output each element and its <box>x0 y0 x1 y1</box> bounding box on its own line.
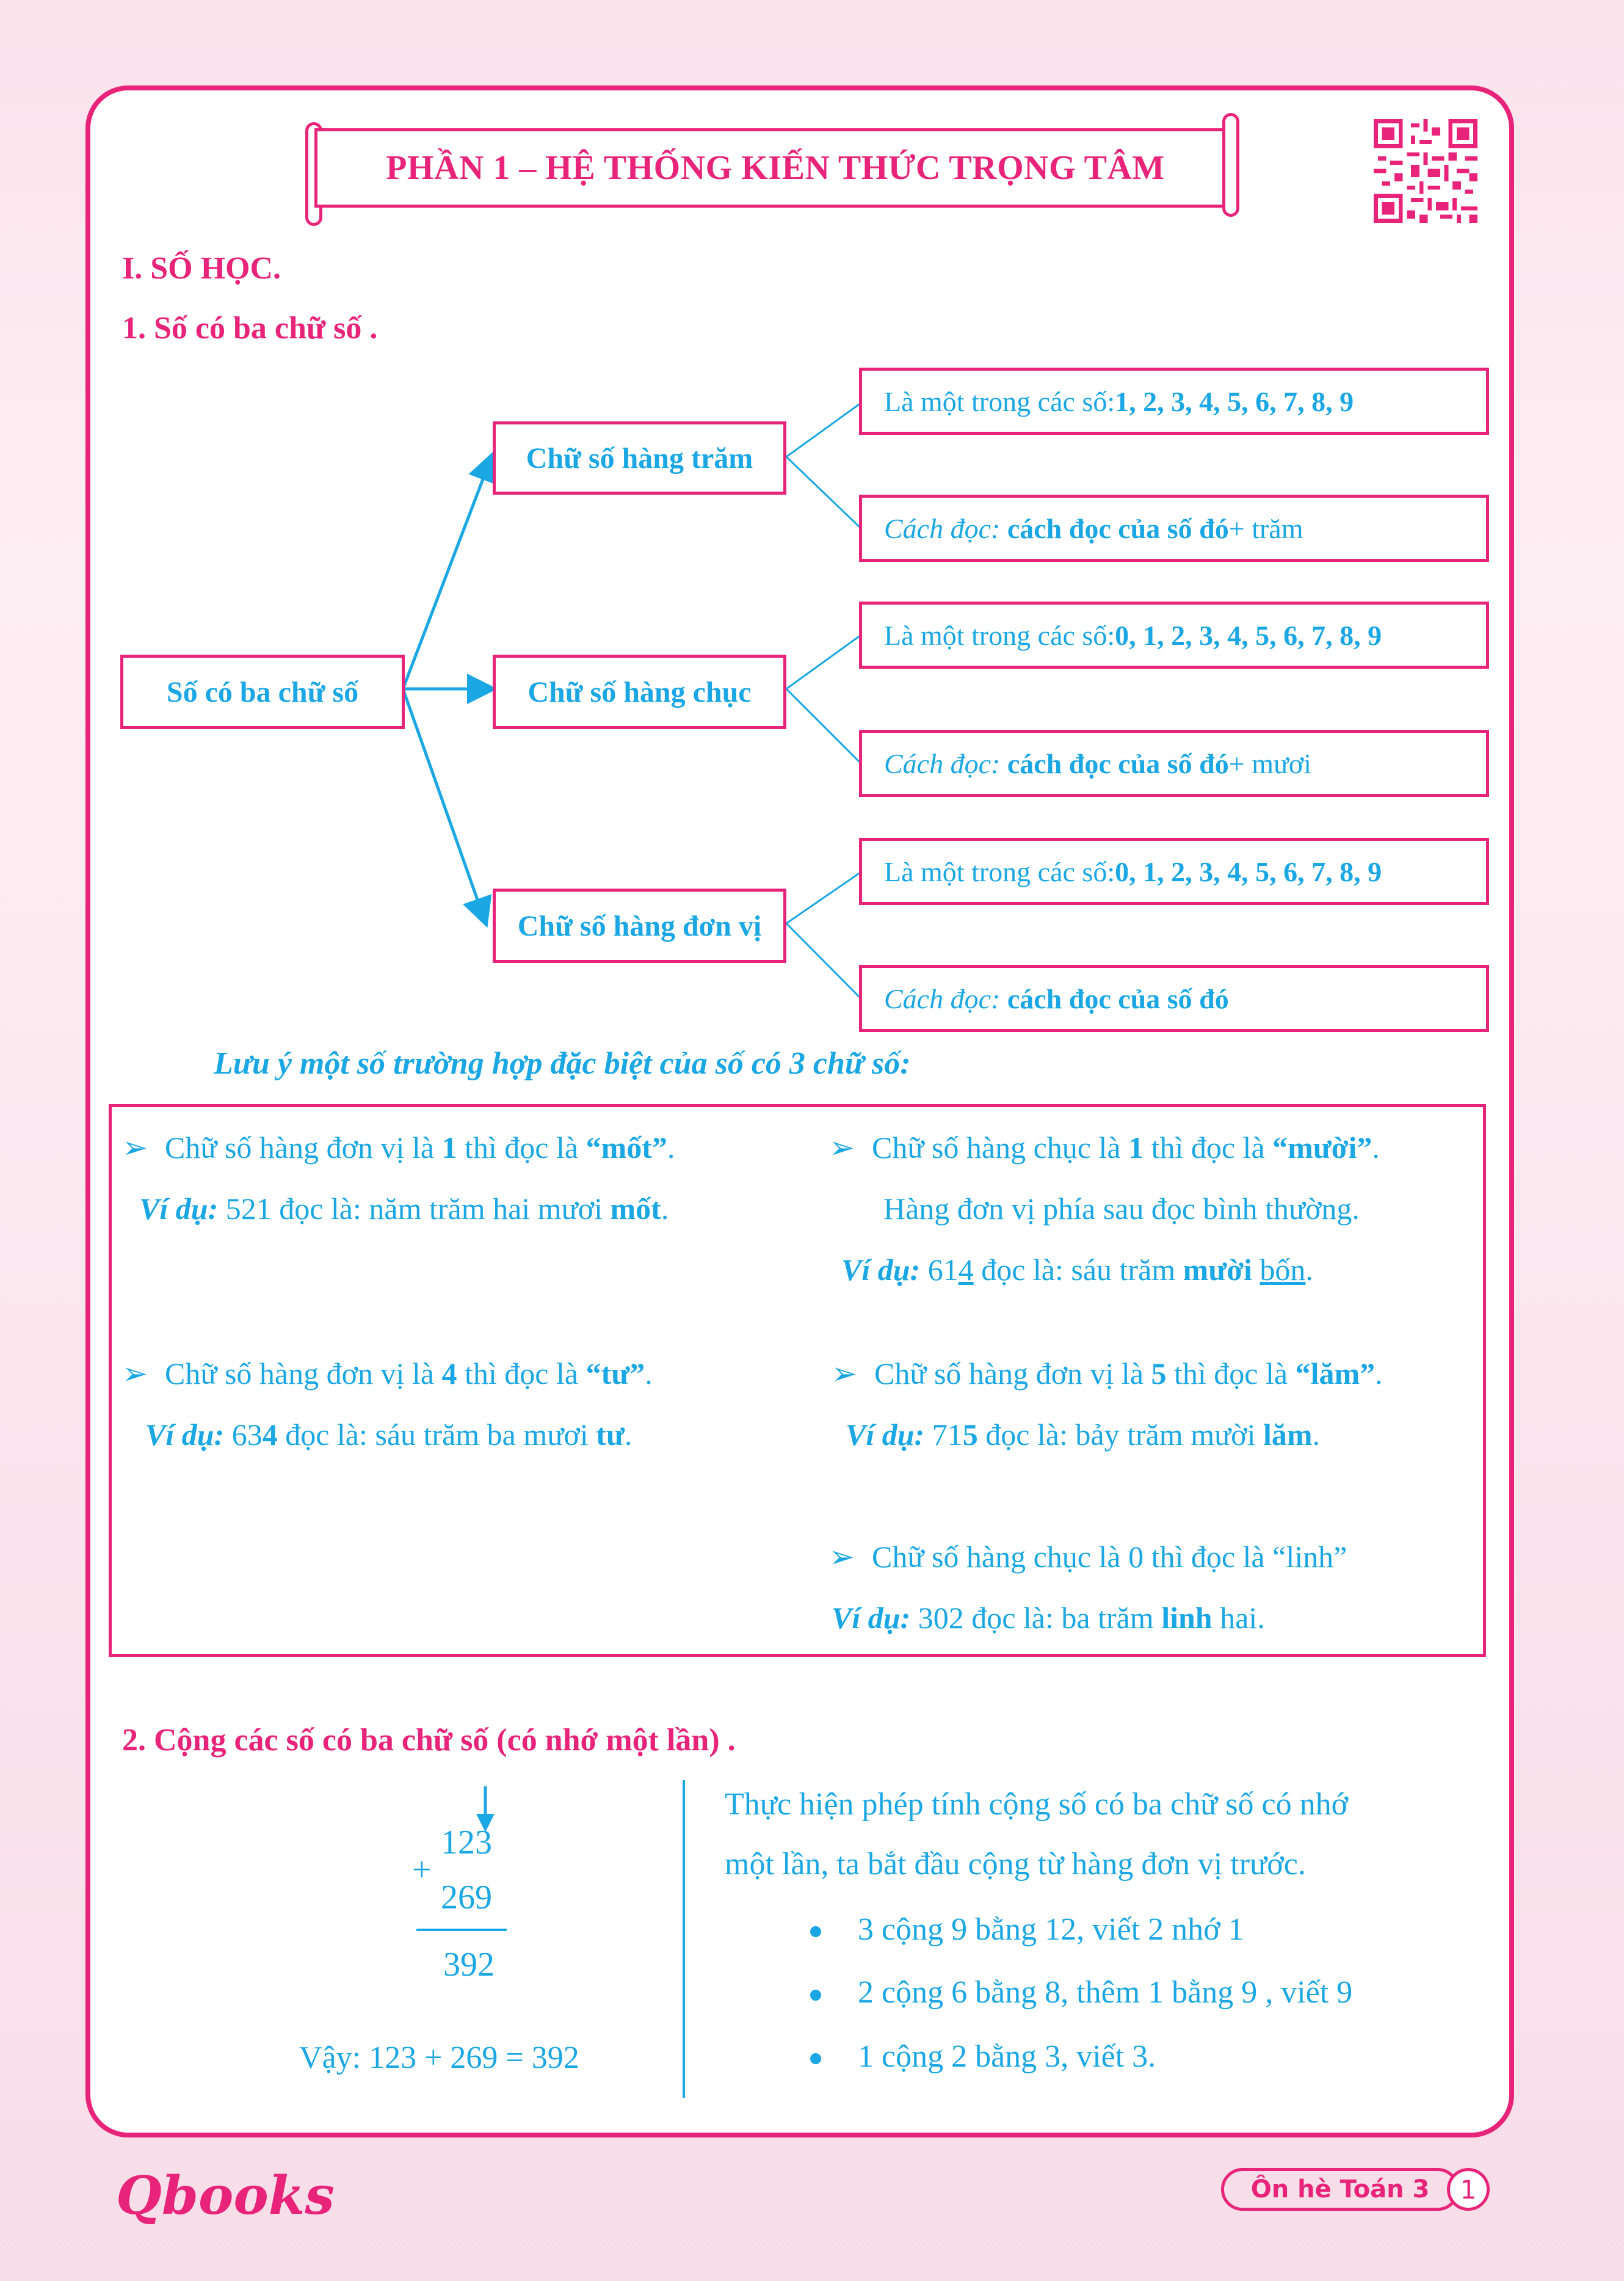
case-text: Chữ số hàng đơn vị là <box>874 1356 1151 1391</box>
example-text: đọc là: sáu trăm ba mươi <box>277 1417 596 1452</box>
step-2: 2 cộng 6 bằng 8, thêm 1 bằng 9 , viết 9 <box>858 1975 1353 2010</box>
plus-sign: + <box>412 1851 432 1889</box>
case-tens-1-line2: Hàng đơn vị phía sau đọc bình thường. <box>883 1191 1360 1226</box>
info-prefix: Cách đọc: <box>884 983 1001 1014</box>
example-space <box>1252 1253 1260 1287</box>
arrow-bullet-icon: ➢ <box>122 1130 148 1165</box>
example-bold: mười <box>1183 1253 1252 1287</box>
info-suffix: + trăm <box>1228 512 1303 544</box>
info-value: cách đọc của số đó <box>1007 512 1229 544</box>
case-text: Chữ số hàng đơn vị là <box>165 1356 442 1391</box>
example-bold: mốt <box>610 1191 661 1226</box>
info-value: 0, 1, 2, 3, 4, 5, 6, 7, 8, 9 <box>1115 856 1382 887</box>
case-units-5 <box>832 1356 1383 1391</box>
section-title: I. SỐ HỌC. <box>122 251 281 286</box>
case-reading: “lăm” <box>1295 1356 1376 1391</box>
note-title: Lưu ý một số trường hợp đặc biệt của số có 3 chữ số: <box>214 1046 911 1081</box>
sum-line <box>416 1929 507 1931</box>
example-tens-1 <box>841 1252 1313 1287</box>
example-units-1 <box>139 1191 669 1226</box>
addend-2: 269 <box>441 1879 492 1916</box>
example-text: hai. <box>1212 1601 1265 1635</box>
example-bold: 4 <box>262 1417 278 1452</box>
example-underlined-word: bốn <box>1260 1253 1306 1287</box>
banner-title: PHẦN 1 – HỆ THỐNG KIẾN THỨC TRỌNG TÂM <box>386 149 1165 187</box>
bullet-dot-icon <box>810 1926 821 1937</box>
info-value: 1, 2, 3, 4, 5, 6, 7, 8, 9 <box>1115 385 1354 417</box>
arrow-bullet-icon: ➢ <box>122 1356 148 1391</box>
info-value: cách đọc của số đó <box>1007 983 1229 1014</box>
example-text: . <box>1312 1417 1321 1452</box>
step-3: 1 cộng 2 bằng 3, viết 3. <box>858 2039 1156 2074</box>
example-underlined-digit: 4 <box>958 1253 974 1287</box>
info-units-digits <box>859 838 1489 905</box>
example-text: đọc là: bảy trăm mười <box>977 1417 1264 1452</box>
qbooks-logo: Qbooks <box>116 2165 335 2227</box>
case-text: . <box>645 1356 653 1391</box>
info-hundreds-digits <box>859 368 1489 435</box>
step-1: 3 cộng 9 bằng 12, viết 2 nhớ 1 <box>858 1912 1244 1947</box>
info-hundreds-reading <box>859 495 1489 562</box>
case-digit: 1 <box>1128 1130 1144 1165</box>
info-value: cách đọc của số đó <box>1007 748 1229 779</box>
case-tens-0 <box>829 1539 1347 1574</box>
arrow-bullet-icon: ➢ <box>829 1130 855 1165</box>
addition-intro-line1: Thực hiện phép tính cộng số có ba chữ số có nhớ <box>725 1787 1349 1822</box>
info-value: 0, 1, 2, 3, 4, 5, 6, 7, 8, 9 <box>1115 619 1382 651</box>
addend-1: 123 <box>441 1824 492 1861</box>
case-text: Chữ số hàng chục là <box>872 1130 1129 1165</box>
bullet-dot-icon <box>810 1990 821 2001</box>
info-suffix: + mươi <box>1228 748 1312 779</box>
example-tens-0 <box>832 1600 1265 1635</box>
arrow-bullet-icon: ➢ <box>829 1540 855 1574</box>
example-label: Ví dụ: <box>145 1417 225 1452</box>
example-bold: linh <box>1161 1601 1213 1635</box>
example-label: Ví dụ: <box>841 1253 921 1287</box>
case-text: thì đọc là <box>457 1130 586 1165</box>
info-prefix: Là một trong các số: <box>884 856 1115 887</box>
example-label: Ví dụ: <box>832 1601 911 1635</box>
case-units-4 <box>122 1356 653 1391</box>
info-tens-reading <box>859 730 1489 797</box>
column-divider <box>683 1780 685 2098</box>
node-tens <box>493 655 786 729</box>
case-text: . <box>1375 1356 1383 1391</box>
case-units-1 <box>122 1130 675 1165</box>
book-title: Ôn hè Toán 3 <box>1250 2175 1430 2203</box>
addition-summary: Vậy: 123 + 269 = 392 <box>299 2040 579 2075</box>
example-text: 302 đọc là: ba trăm <box>910 1601 1162 1635</box>
bullet-dot-icon <box>810 2053 821 2064</box>
node-hundreds-label: Chữ số hàng trăm <box>526 442 753 475</box>
example-text: đọc là: sáu trăm <box>973 1253 1183 1287</box>
page-number-label: 1 <box>1460 2174 1477 2205</box>
case-text: thì đọc là <box>1144 1130 1273 1165</box>
node-hundreds <box>493 421 786 495</box>
page-number <box>1447 2168 1490 2211</box>
example-bold: lăm <box>1263 1417 1313 1452</box>
info-prefix: Cách đọc: <box>884 512 1001 544</box>
arrow-bullet-icon: ➢ <box>832 1356 857 1391</box>
node-tens-label: Chữ số hàng chục <box>527 675 752 708</box>
example-text: 521 <box>218 1191 272 1226</box>
example-text: 63 <box>224 1417 263 1452</box>
case-text: Chữ số hàng đơn vị là <box>165 1130 442 1165</box>
example-bold: tư <box>596 1417 625 1452</box>
info-prefix: Là một trong các số: <box>884 385 1115 417</box>
subsection-title-2: 2. Cộng các số có ba chữ số (có nhớ một lần) . <box>122 1723 736 1758</box>
addition-intro-line2: một lần, ta bắt đầu cộng từ hàng đơn vị trước. <box>725 1847 1306 1882</box>
example-text: đọc là: năm trăm hai mươi <box>271 1191 611 1226</box>
sum-result: 392 <box>443 1946 495 1984</box>
case-reading: “mốt” <box>585 1130 667 1165</box>
case-text: thì đọc là <box>1166 1356 1296 1391</box>
case-digit: 4 <box>441 1356 457 1391</box>
example-text: 61 <box>920 1253 959 1287</box>
case-text: . <box>667 1130 675 1165</box>
example-text: 71 <box>924 1417 963 1452</box>
info-prefix: Là một trong các số: <box>884 619 1115 651</box>
info-units-reading <box>859 965 1489 1032</box>
root-node <box>120 655 405 729</box>
example-label: Ví dụ: <box>139 1191 219 1226</box>
example-text: . <box>661 1191 669 1226</box>
case-reading: “mười” <box>1272 1130 1372 1165</box>
book-title-pill <box>1221 2168 1459 2211</box>
root-node-label: Số có ba chữ số <box>166 675 359 708</box>
subsection-title-1: 1. Số có ba chữ số . <box>122 311 378 346</box>
case-text: . <box>1372 1130 1380 1165</box>
example-units-4 <box>145 1417 632 1452</box>
case-digit: 5 <box>1151 1356 1167 1391</box>
case-text: thì đọc là <box>457 1356 586 1391</box>
example-bold: 5 <box>962 1417 978 1452</box>
example-units-5 <box>846 1417 1320 1452</box>
case-reading: “tư” <box>585 1356 645 1391</box>
example-text: . <box>624 1417 633 1452</box>
node-units-label: Chữ số hàng đơn vị <box>517 909 762 942</box>
info-tens-digits <box>859 602 1489 669</box>
case-text: Chữ số hàng chục là 0 thì đọc là “linh” <box>872 1540 1347 1574</box>
case-tens-1 <box>829 1130 1380 1165</box>
info-prefix: Cách đọc: <box>884 748 1001 779</box>
node-units <box>493 889 786 963</box>
example-label: Ví dụ: <box>846 1417 925 1452</box>
case-digit: 1 <box>441 1130 457 1165</box>
example-text: . <box>1305 1253 1313 1287</box>
